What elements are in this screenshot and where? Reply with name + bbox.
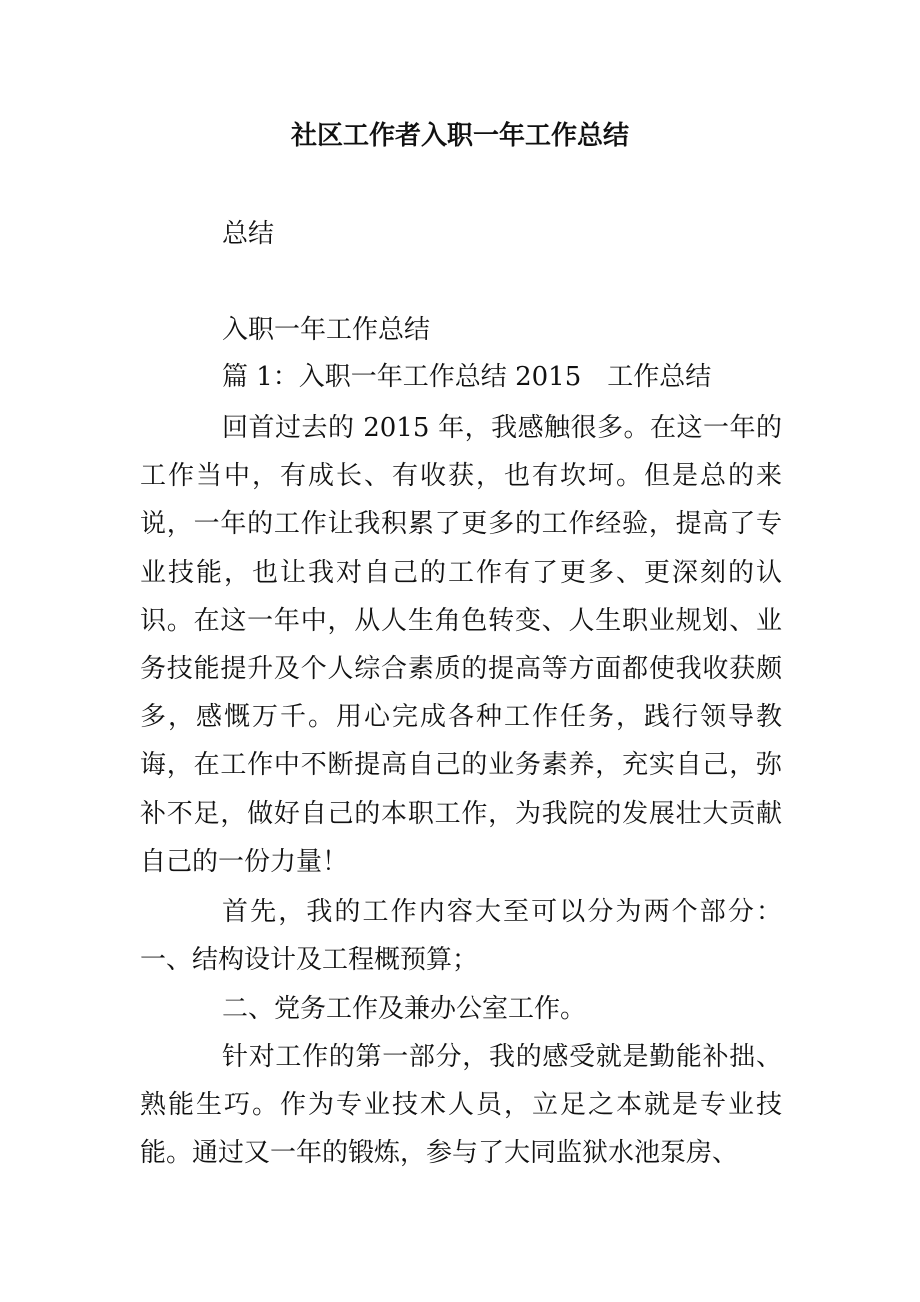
section-heading: 入职一年工作总结 xyxy=(222,315,431,345)
summary-label: 总结 xyxy=(222,219,275,249)
paragraph-party-work: 二、党务工作及兼办公室工作。 xyxy=(222,994,587,1024)
paragraph-work-content: 首先，我的工作内容大至可以分为两个部分：一、结构设计及工程概预算； xyxy=(140,897,782,976)
document-title: 社区工作者入职一年工作总结 xyxy=(290,121,629,151)
paragraph-intro: 回首过去的 2015 年，我感触很多。在这一年的工作当中，有成长、有收获，也有坎坷。但是总的来说，一年的工作让我积累了更多的工作经验，提高了专业技能，也让我对自己的工作有了更多、更深刻的认识。在这一年中，从人生角色转变、人生职业规划、业务技能提升及个人综合素质的提高等方面都使我收获颇多，感慨万千。用心完成各种工作任务，践行领导教诲，在工作中不断提高自己的业务素养，充实自己，弥补不足，做好自己的本职工作，为我院的发展壮大贡献自己的一份力量！ xyxy=(140,413,782,877)
paragraph-first-part: 针对工作的第一部分，我的感受就是勤能补拙、熟能生巧。作为专业技术人员，立足之本就是专业技能。通过又一年的锻炼，参与了大同监狱水池泵房、 xyxy=(140,1042,782,1169)
chapter-heading: 篇 1：入职一年工作总结 2015 工作总结 xyxy=(222,362,712,392)
